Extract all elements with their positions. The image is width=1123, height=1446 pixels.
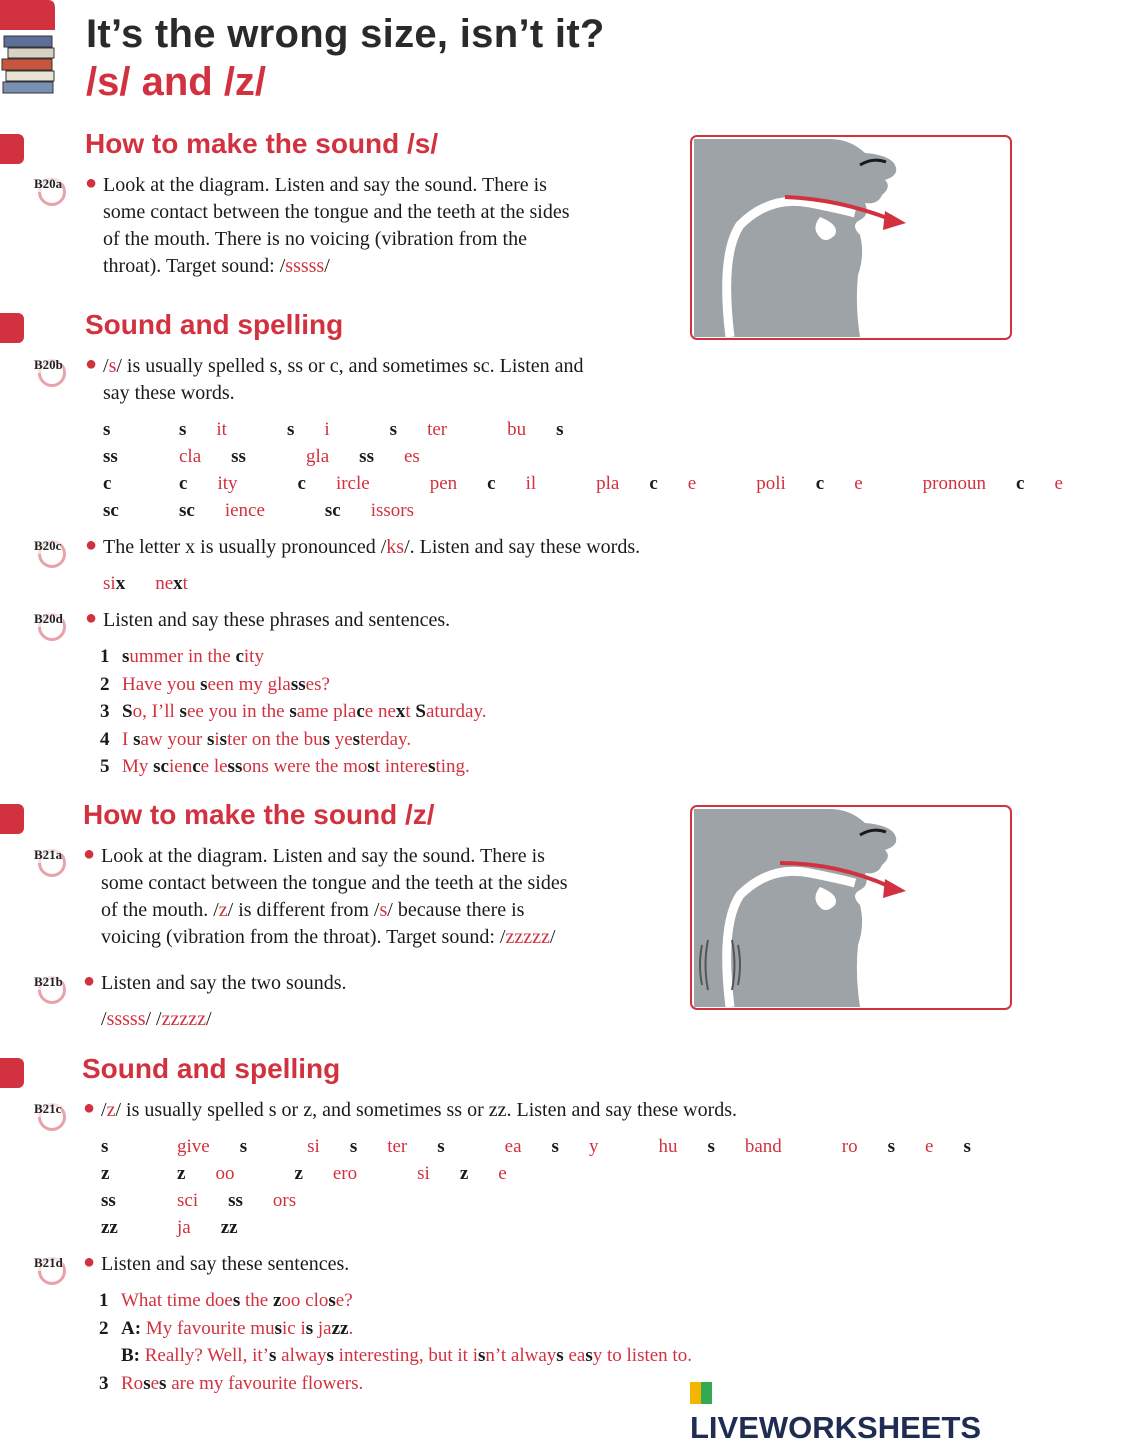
section-d-tab	[0, 1058, 24, 1088]
spelling-pattern: sc	[103, 500, 119, 521]
example-word: gla ss es	[305, 446, 420, 467]
sentence-item: 1 summer in the city	[100, 643, 264, 671]
audio-b20c-icon[interactable]: B20c	[32, 534, 76, 568]
liveworksheets-logo: LIVEWORKSHEETS	[690, 1374, 999, 1446]
page-subtitle: /s/ and /z/	[86, 60, 267, 104]
example-word: si s ter s	[307, 1136, 445, 1157]
section-c-text: Look at the diagram. Listen and say the sound. There is some contact between the tongue and the teeth at the sides of the mouth. /z/ is different from /s/ because there is voicing (vibration from the throat). Target sound: /zzzzz/	[101, 845, 568, 948]
sentence-number: 1	[99, 1290, 109, 1311]
x-words	[103, 570, 218, 597]
example-word: poli c e	[756, 473, 863, 494]
bullet-icon: ●	[85, 534, 98, 556]
example-word: cla ss	[179, 446, 246, 467]
z-spelling-instruction: /z/ is usually spelled s or z, and sometimes ss or zz. Listen and say these words.	[101, 1099, 738, 1121]
target-sounds: /sssss/ /zzzzz/	[101, 1008, 212, 1030]
liveworksheets-logo-icon	[690, 1382, 712, 1404]
s-sentence-list	[100, 643, 620, 783]
s-spelling-table	[103, 416, 1063, 526]
sentence-number: 3	[100, 701, 110, 722]
audio-b21d-icon[interactable]: B21d	[32, 1251, 76, 1285]
example-word: z ero	[294, 1163, 358, 1184]
example-word: s i	[286, 419, 330, 440]
example-word: sc issors	[324, 500, 415, 521]
audio-b20b-icon[interactable]: B20b	[32, 353, 76, 387]
audio-b20d-icon[interactable]: B20d	[32, 607, 76, 641]
example-word: sci ss ors	[177, 1190, 297, 1211]
audio-b21c-icon[interactable]: B21c	[32, 1097, 76, 1131]
section-a-tab	[0, 134, 24, 164]
unit-books-icon	[0, 0, 60, 100]
spelling-pattern: z	[101, 1163, 110, 1184]
example-word: ea s y	[504, 1136, 599, 1157]
sentence-number: 1	[100, 646, 110, 667]
sentence-item: 4 I saw your sister on the bus yesterday.	[100, 726, 411, 754]
example-word: give s	[177, 1136, 248, 1157]
example-word: pen c il	[429, 473, 537, 494]
section-a-title: How to make the sound /s/	[85, 128, 439, 159]
example-word: bu s	[507, 419, 564, 440]
bullet-icon: ●	[85, 353, 98, 375]
audio-b21b-icon[interactable]: B21b	[32, 970, 76, 1004]
bullet-icon: ●	[85, 172, 98, 194]
example-word: pronoun c e	[922, 473, 1063, 494]
spelling-pattern: c	[103, 473, 112, 494]
section-c-title: How to make the sound /z/	[83, 799, 435, 830]
example-word: s ter	[389, 419, 448, 440]
phrases-instruction: Listen and say these phrases and sentences.	[103, 609, 451, 631]
sentence-item: 5 My science lessons were the most interesting.	[100, 753, 470, 781]
section-c-tab	[0, 804, 24, 834]
section-b-tab	[0, 313, 24, 343]
sentence-number: 3	[99, 1372, 109, 1394]
sentence-item: 3 So, I’ll see you in the same place next Saturday.	[100, 698, 487, 726]
example-word: ja zz	[177, 1217, 238, 1238]
bullet-icon: ●	[83, 1097, 96, 1119]
z-spelling-table	[101, 1133, 971, 1243]
sentence-number: 5	[100, 756, 110, 777]
example-word: si z e	[417, 1163, 507, 1184]
example-word: c ircle	[297, 473, 370, 494]
sentence-item: 2 A: My favourite music is jazz.	[99, 1315, 353, 1343]
sentence-item: B: Really? Well, it’s always interesting, but it isn’t always easy to listen to.	[121, 1345, 692, 1366]
sentence-item: 2 Have you seen my glasses?	[100, 671, 330, 699]
section-b-text: /s/ is usually spelled s, ss or c, and sometimes sc. Listen and say these words.	[103, 355, 584, 404]
mouth-diagram-s	[690, 135, 999, 340]
bullet-icon: ●	[83, 1251, 96, 1273]
spelling-pattern: ss	[101, 1190, 116, 1211]
example-word: ro s e s	[841, 1136, 971, 1157]
mouth-diagram-z	[690, 805, 999, 1010]
example-word: z oo	[177, 1163, 235, 1184]
x-pronunciation-text: The letter x is usually pronounced /ks/. Listen and say these words.	[103, 536, 641, 558]
example-word: c ity	[179, 473, 238, 494]
example-word: sc ience	[179, 500, 265, 521]
section-a-text: Look at the diagram. Listen and say the sound. There is some contact between the tongue and the teeth at the sides of the mouth. There is no voicing (vibration from the throat). Target sound: /sssss/	[103, 174, 570, 277]
audio-b20a-icon[interactable]: B20a	[32, 172, 76, 206]
spelling-pattern: ss	[103, 446, 118, 467]
spelling-pattern: zz	[101, 1217, 118, 1238]
example-word: pla c e	[596, 473, 697, 494]
section-b-title: Sound and spelling	[85, 309, 344, 340]
spelling-pattern: s	[101, 1136, 109, 1157]
bullet-icon: ●	[83, 970, 96, 992]
bullet-icon: ●	[83, 843, 96, 865]
bullet-icon: ●	[85, 607, 98, 629]
example-word: s it	[179, 419, 227, 440]
sentence-number: 4	[100, 728, 110, 750]
audio-b21a-icon[interactable]: B21a	[32, 843, 76, 877]
example-word: hu s band	[658, 1136, 782, 1157]
section-d-title: Sound and spelling	[82, 1053, 341, 1084]
sentences-instruction: Listen and say these sentences.	[101, 1253, 350, 1275]
example-word: next	[155, 573, 188, 594]
example-word: six	[103, 573, 126, 594]
sentence-number: 2	[100, 673, 110, 695]
sentence-item: 3 Roses are my favourite flowers.	[99, 1370, 363, 1398]
page-title: It’s the wrong size, isn’t it?	[86, 12, 605, 56]
sentence-number: 2	[99, 1317, 109, 1339]
two-sounds-instruction: Listen and say the two sounds.	[101, 972, 347, 994]
spelling-pattern: s	[103, 419, 111, 440]
sentence-item: 1 What time does the zoo close?	[99, 1287, 353, 1315]
